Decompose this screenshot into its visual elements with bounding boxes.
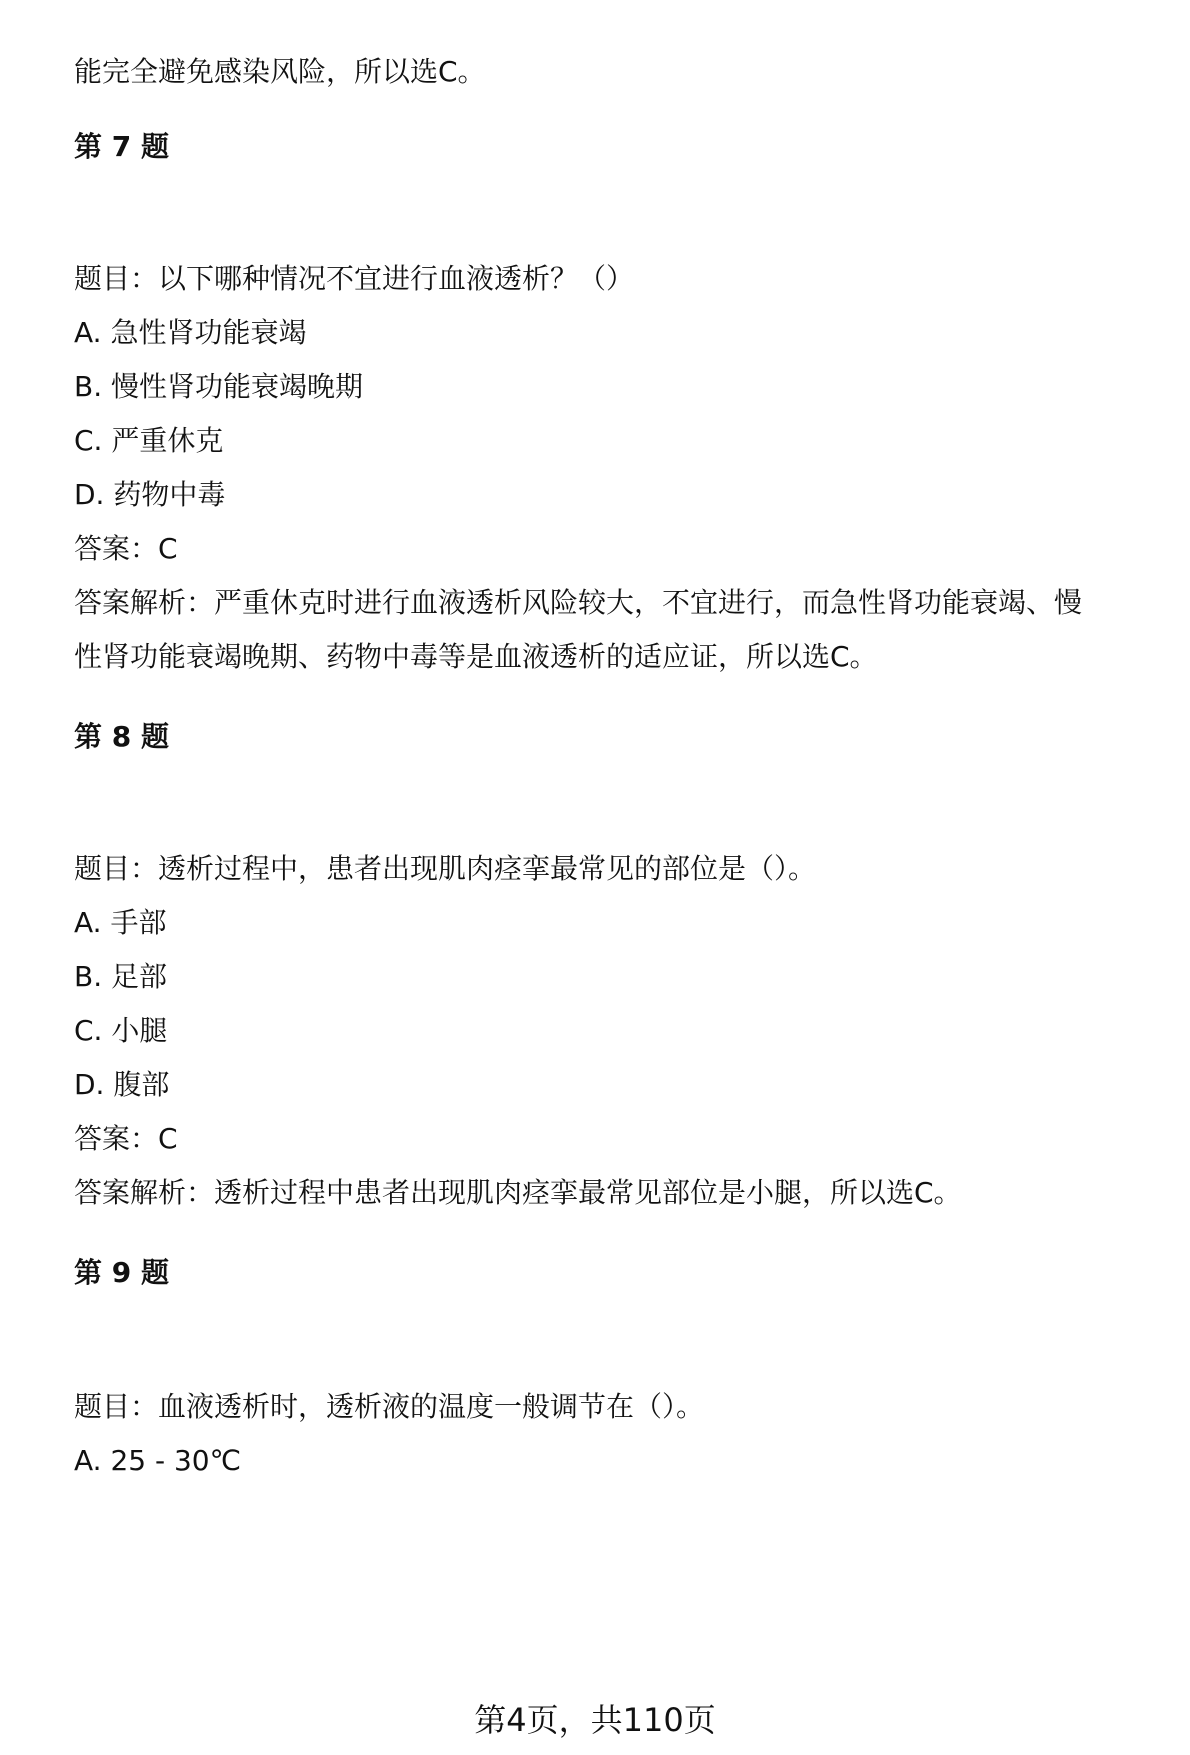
carryover-text: 能完全避免感染风险，所以选C。 [74, 55, 486, 88]
question-7-option-c: C. 严重休克 [74, 424, 224, 457]
question-8-stem: 题目：透析过程中，患者出现肌肉痉挛最常见的部位是（）。 [74, 852, 817, 885]
question-9-option-a: A. 25 - 30℃ [74, 1444, 242, 1477]
page-footer: 第4页，共110页 [474, 1701, 716, 1739]
question-7-heading: 第 7 题 [74, 130, 169, 163]
question-7-stem: 题目：以下哪种情况不宜进行血液透析？（） [74, 262, 635, 295]
question-8-option-b: B. 足部 [74, 960, 168, 993]
question-8-analysis-line-1: 答案解析：透析过程中患者出现肌肉痉挛最常见部位是小腿，所以选C。 [74, 1176, 962, 1209]
question-7-option-d: D. 药物中毒 [74, 478, 226, 511]
question-8-option-a: A. 手部 [74, 906, 167, 939]
question-8-option-c: C. 小腿 [74, 1014, 168, 1047]
question-7-option-a: A. 急性肾功能衰竭 [74, 316, 307, 349]
question-9-heading: 第 9 题 [74, 1256, 169, 1289]
question-7-answer: 答案：C [74, 532, 178, 565]
question-7-analysis-line-2: 性肾功能衰竭晚期、药物中毒等是血液透析的适应证，所以选C。 [74, 640, 878, 673]
question-7-analysis-line-1: 答案解析：严重休克时进行血液透析风险较大，不宜进行，而急性肾功能衰竭、慢 [74, 586, 1083, 619]
question-8-option-d: D. 腹部 [74, 1068, 170, 1101]
question-9-stem: 题目：血液透析时，透析液的温度一般调节在（）。 [74, 1390, 705, 1423]
question-8-answer: 答案：C [74, 1122, 178, 1155]
question-8-heading: 第 8 题 [74, 720, 169, 753]
question-7-option-b: B. 慢性肾功能衰竭晚期 [74, 370, 364, 403]
